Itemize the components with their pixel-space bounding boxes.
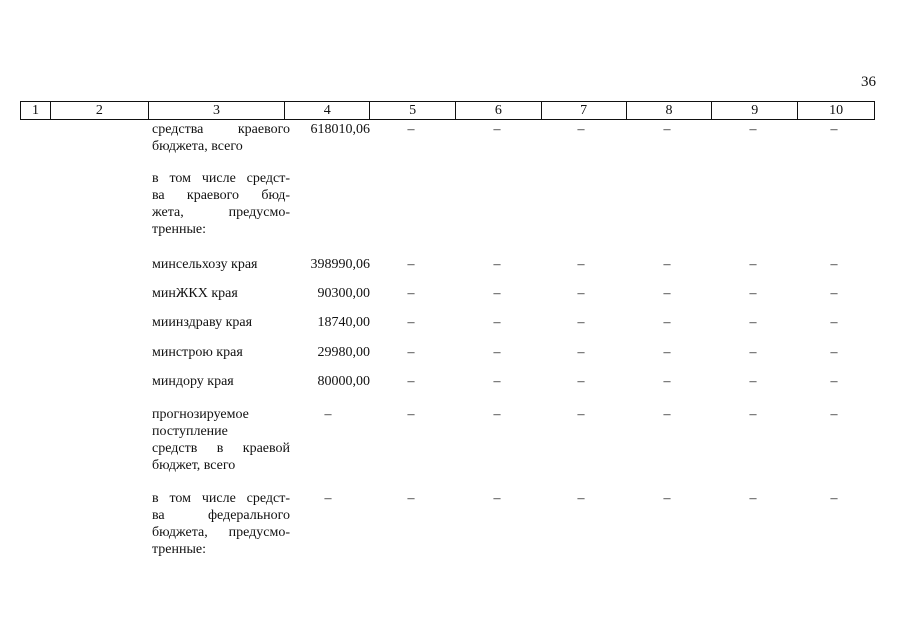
header-cell-4: 4 xyxy=(284,102,369,119)
row-value-col6: – xyxy=(493,345,501,360)
row-label-line: в том числе средст- xyxy=(152,171,290,186)
row-label xyxy=(152,170,290,238)
row-value-col7: – xyxy=(577,374,585,389)
row-value-col4: – xyxy=(324,407,332,422)
row-value-col7: – xyxy=(577,257,585,272)
row-value-col4: – xyxy=(324,491,332,506)
header-cell-8: 8 xyxy=(626,102,712,119)
row-value-col6: – xyxy=(493,491,501,506)
header-cell-7: 7 xyxy=(541,102,626,119)
row-value-col7: – xyxy=(577,286,585,301)
row-value-col8: – xyxy=(663,345,671,360)
row-value-col9: – xyxy=(749,315,757,330)
row-label-line: бюджет, всего xyxy=(152,458,236,473)
row-value-col5: – xyxy=(407,407,415,422)
row-value-col4: 398990,06 xyxy=(310,257,370,272)
row-value-col5: – xyxy=(407,122,415,137)
row-label-line: минЖКХ края xyxy=(152,286,238,301)
row-value-col9: – xyxy=(749,257,757,272)
row-label-line: ва федерального xyxy=(152,508,290,523)
row-value-col6: – xyxy=(493,407,501,422)
header-cell-2: 2 xyxy=(50,102,148,119)
row-label-line: тренные: xyxy=(152,222,206,237)
row-label xyxy=(152,344,290,361)
row-value-col5: – xyxy=(407,374,415,389)
row-value-col6: – xyxy=(493,374,501,389)
row-label-line: средства краевого xyxy=(152,122,290,137)
row-value-col7: – xyxy=(577,345,585,360)
row-value-col10: – xyxy=(830,374,838,389)
row-label xyxy=(152,314,290,331)
header-cell-10: 10 xyxy=(797,102,874,119)
row-label-line: средств в краевой xyxy=(152,441,290,456)
row-value-col8: – xyxy=(663,257,671,272)
row-value-col6: – xyxy=(493,315,501,330)
row-label-line: бюджета, всего xyxy=(152,139,243,154)
row-value-col10: – xyxy=(830,257,838,272)
row-value-col8: – xyxy=(663,374,671,389)
row-label-line: в том числе средст- xyxy=(152,491,290,506)
row-value-col5: – xyxy=(407,286,415,301)
row-value-col7: – xyxy=(577,315,585,330)
row-value-col7: – xyxy=(577,122,585,137)
row-value-col6: – xyxy=(493,286,501,301)
row-value-col8: – xyxy=(663,407,671,422)
row-value-col6: – xyxy=(493,257,501,272)
row-value-col4: 618010,06 xyxy=(310,122,370,137)
header-cell-3: 3 xyxy=(148,102,285,119)
row-label-line: минсельхозу края xyxy=(152,257,258,272)
row-value-col10: – xyxy=(830,286,838,301)
row-value-col5: – xyxy=(407,491,415,506)
row-label-line: тренные: xyxy=(152,542,206,557)
row-value-col10: – xyxy=(830,491,838,506)
page-number: 36 xyxy=(861,74,876,90)
row-value-col9: – xyxy=(749,407,757,422)
row-value-col9: – xyxy=(749,491,757,506)
row-value-col10: – xyxy=(830,122,838,137)
row-label xyxy=(152,406,290,474)
header-cell-9: 9 xyxy=(711,102,797,119)
row-label-line: миинздраву края xyxy=(152,315,253,330)
row-label xyxy=(152,490,290,558)
row-label-line: минстрою края xyxy=(152,345,243,360)
row-value-col10: – xyxy=(830,315,838,330)
row-value-col8: – xyxy=(663,315,671,330)
row-value-col7: – xyxy=(577,491,585,506)
header-cell-1: 1 xyxy=(31,103,39,118)
row-value-col9: – xyxy=(749,286,757,301)
row-value-col4: 80000,00 xyxy=(317,374,370,389)
row-label xyxy=(152,121,290,155)
row-value-col9: – xyxy=(749,374,757,389)
row-label xyxy=(152,373,290,390)
table-header-row xyxy=(20,101,875,120)
header-cell-6: 6 xyxy=(455,102,541,119)
row-label-line: миндору края xyxy=(152,374,234,389)
row-label xyxy=(152,256,290,273)
row-label-line: бюджета, предусмо- xyxy=(152,525,290,540)
row-value-col8: – xyxy=(663,122,671,137)
row-label-line: поступление xyxy=(152,424,228,439)
header-cell-5: 5 xyxy=(369,102,455,119)
row-value-col9: – xyxy=(749,122,757,137)
row-value-col10: – xyxy=(830,345,838,360)
row-value-col10: – xyxy=(830,407,838,422)
row-value-col5: – xyxy=(407,315,415,330)
row-label-line: жета, предусмо- xyxy=(152,205,290,220)
row-value-col4: 29980,00 xyxy=(317,345,370,360)
row-value-col4: 18740,00 xyxy=(317,315,370,330)
row-value-col5: – xyxy=(407,257,415,272)
row-label-line: ва краевого бюд- xyxy=(152,188,290,203)
row-value-col8: – xyxy=(663,286,671,301)
row-value-col7: – xyxy=(577,407,585,422)
row-label-line: прогнозируемое xyxy=(152,407,249,422)
row-value-col6: – xyxy=(493,122,501,137)
row-value-col8: – xyxy=(663,491,671,506)
row-label xyxy=(152,285,290,302)
row-value-col9: – xyxy=(749,345,757,360)
row-value-col5: – xyxy=(407,345,415,360)
row-value-col4: 90300,00 xyxy=(317,286,370,301)
